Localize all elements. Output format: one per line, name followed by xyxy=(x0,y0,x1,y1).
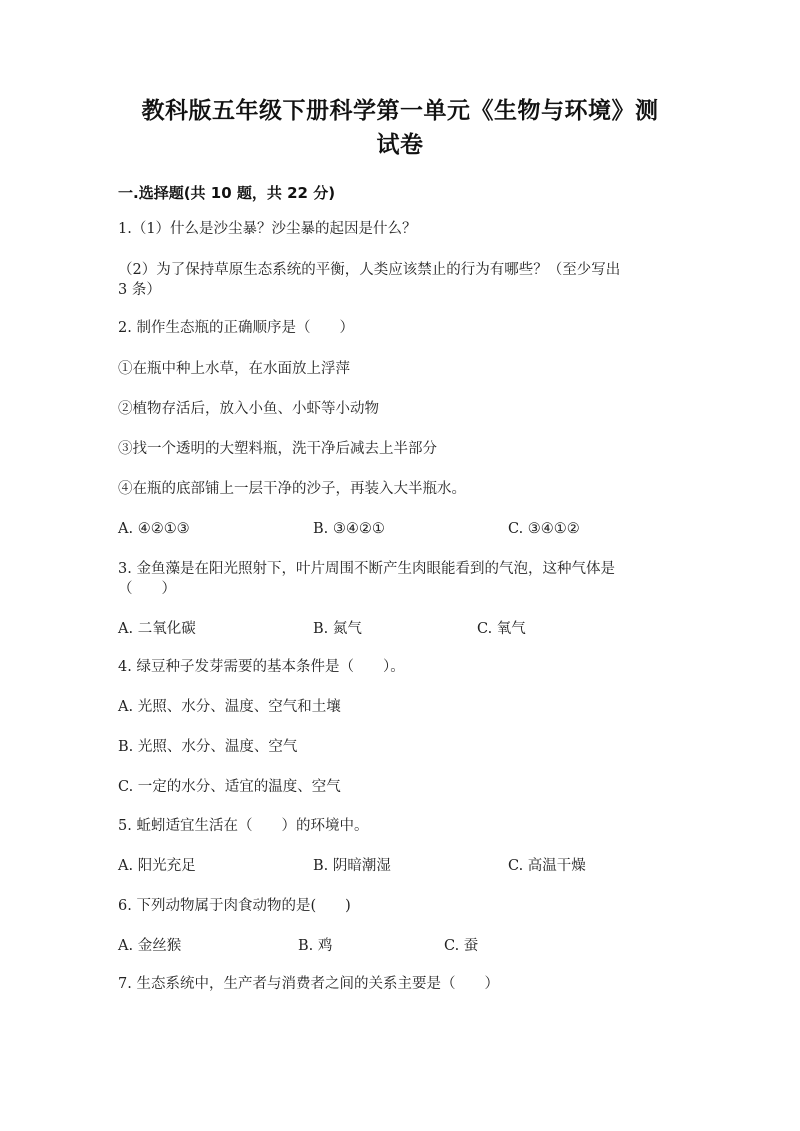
q5-option-b: B. 阴暗潮湿 xyxy=(313,858,391,874)
q4-option-a: A. 光照、水分、温度、空气和土壤 xyxy=(118,699,341,715)
q2-option-c: C. ③④①② xyxy=(508,521,580,537)
q1-part1: 1.（1）什么是沙尘暴？沙尘暴的起因是什么？ xyxy=(118,221,417,237)
q2-step-4: ④在瓶的底部铺上一层干净的沙子，再装入大半瓶水。 xyxy=(118,481,466,497)
q2-step-1: ①在瓶中种上水草，在水面放上浮萍 xyxy=(118,361,350,377)
q3-stem-line1: 3. 金鱼藻是在阳光照射下，叶片周围不断产生肉眼能看到的气泡，这种气体是 xyxy=(118,561,615,577)
q3-option-b: B. 氮气 xyxy=(313,621,362,637)
title-line-1: 教科版五年级下册科学第一单元《生物与环境》测 xyxy=(141,98,659,124)
q2-stem: 2. 制作生态瓶的正确顺序是（ ） xyxy=(118,320,354,336)
q3-stem-line2: （ ） xyxy=(118,581,176,597)
q6-option-a: A. 金丝猴 xyxy=(118,938,182,954)
title-line-2: 试卷 xyxy=(376,132,424,158)
section-heading: 一.选择题(共 10 题，共 22 分) xyxy=(118,184,336,202)
q7-stem: 7. 生态系统中，生产者与消费者之间的关系主要是（ ） xyxy=(118,976,499,992)
q2-step-3: ③找一个透明的大塑料瓶，洗干净后减去上半部分 xyxy=(118,441,437,457)
q2-step-2: ②植物存活后，放入小鱼、小虾等小动物 xyxy=(118,401,379,417)
q1-part2-line1: （2）为了保持草原生态系统的平衡，人类应该禁止的行为有哪些？（至少写出 xyxy=(118,262,621,278)
q2-option-a: A. ④②①③ xyxy=(118,521,190,537)
page-title xyxy=(100,94,700,162)
q2-option-b: B. ③④②① xyxy=(313,521,385,537)
q6-option-c: C. 蚕 xyxy=(444,938,479,954)
q4-option-c: C. 一定的水分、适宜的温度、空气 xyxy=(118,779,341,795)
q5-option-a: A. 阳光充足 xyxy=(118,858,196,874)
q3-option-c: C. 氧气 xyxy=(477,621,526,637)
q5-option-c: C. 高温干燥 xyxy=(508,858,586,874)
q1-part2-line2: 3 条） xyxy=(118,282,161,298)
q5-stem: 5. 蚯蚓适宜生活在（ ）的环境中。 xyxy=(118,818,369,834)
q6-option-b: B. 鸡 xyxy=(298,938,333,954)
q3-option-a: A. 二氧化碳 xyxy=(118,621,196,637)
q4-option-b: B. 光照、水分、温度、空气 xyxy=(118,739,298,755)
q6-stem: 6. 下列动物属于肉食动物的是( ) xyxy=(118,898,351,914)
q4-stem: 4. 绿豆种子发芽需要的基本条件是（ ）。 xyxy=(118,659,405,675)
